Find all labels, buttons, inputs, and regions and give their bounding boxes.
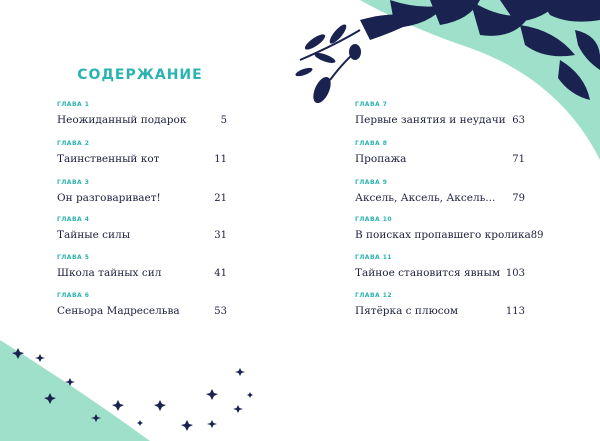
mint-wave-bottom-left (0, 340, 150, 441)
chapter-page: 89 (530, 230, 544, 241)
chapter-title: Неожиданный подарок (57, 114, 187, 126)
chapter-page: 21 (214, 193, 227, 204)
chapter-page: 41 (214, 268, 227, 279)
chapter-title: Тайные силы (57, 229, 131, 241)
chapter-page: 5 (220, 115, 227, 126)
chapter-label: ГЛАВА 10 (355, 216, 393, 223)
chapter-title: Тайное становится явным (355, 267, 501, 279)
chapter-page: 79 (512, 193, 525, 204)
chapter-page: 71 (512, 154, 525, 165)
toc-entry-chapter-4[interactable] (57, 216, 227, 241)
chapter-label: ГЛАВА 11 (355, 254, 393, 261)
chapter-label: ГЛАВА 3 (57, 179, 90, 186)
toc-entry-chapter-3[interactable] (57, 179, 227, 204)
chapter-title: Школа тайных сил (57, 267, 162, 279)
toc-entry-chapter-5[interactable] (57, 254, 227, 279)
chapter-title: Аксель, Аксель, Аксель... (355, 192, 496, 204)
chapter-title: Он разговаривает! (57, 192, 161, 204)
chapter-page: 103 (505, 268, 525, 279)
toc-entry-chapter-12[interactable] (355, 292, 525, 317)
chapter-label: ГЛАВА 7 (355, 101, 388, 108)
chapter-label: ГЛАВА 8 (355, 140, 388, 147)
toc-entry-chapter-6[interactable] (57, 292, 227, 317)
chapter-page: 113 (505, 306, 525, 317)
chapter-title: Пятёрка с плюсом (355, 305, 459, 317)
chapter-label: ГЛАВА 4 (57, 216, 90, 223)
chapter-label: ГЛАВА 9 (355, 179, 388, 186)
chapter-title: Таинственный кот (57, 153, 160, 165)
chapter-page: 63 (512, 115, 525, 126)
chapter-page: 11 (214, 154, 227, 165)
toc-entry-chapter-1[interactable] (57, 101, 227, 126)
toc-entry-chapter-2[interactable] (57, 140, 227, 165)
toc-entry-chapter-9[interactable] (355, 179, 525, 204)
toc-entry-chapter-7[interactable] (355, 101, 525, 126)
chapter-page: 31 (214, 230, 227, 241)
chapter-title: В поисках пропавшего кролика (355, 229, 531, 241)
chapter-label: ГЛАВА 6 (57, 292, 90, 299)
chapter-label: ГЛАВА 1 (57, 101, 90, 108)
chapter-title: Первые занятия и неудачи (355, 114, 506, 126)
toc-entry-chapter-10[interactable] (355, 216, 544, 241)
toc-entry-chapter-11[interactable] (355, 254, 525, 279)
chapter-label: ГЛАВА 5 (57, 254, 90, 261)
chapter-page: 53 (214, 306, 227, 317)
contents-title: СОДЕРЖАНИЕ (77, 67, 203, 83)
toc-entry-chapter-8[interactable] (355, 140, 525, 165)
chapter-title: Пропажа (355, 153, 407, 165)
chapter-label: ГЛАВА 12 (355, 292, 393, 299)
chapter-title: Сеньора Мадресельва (57, 305, 180, 317)
chapter-label: ГЛАВА 2 (57, 140, 90, 147)
